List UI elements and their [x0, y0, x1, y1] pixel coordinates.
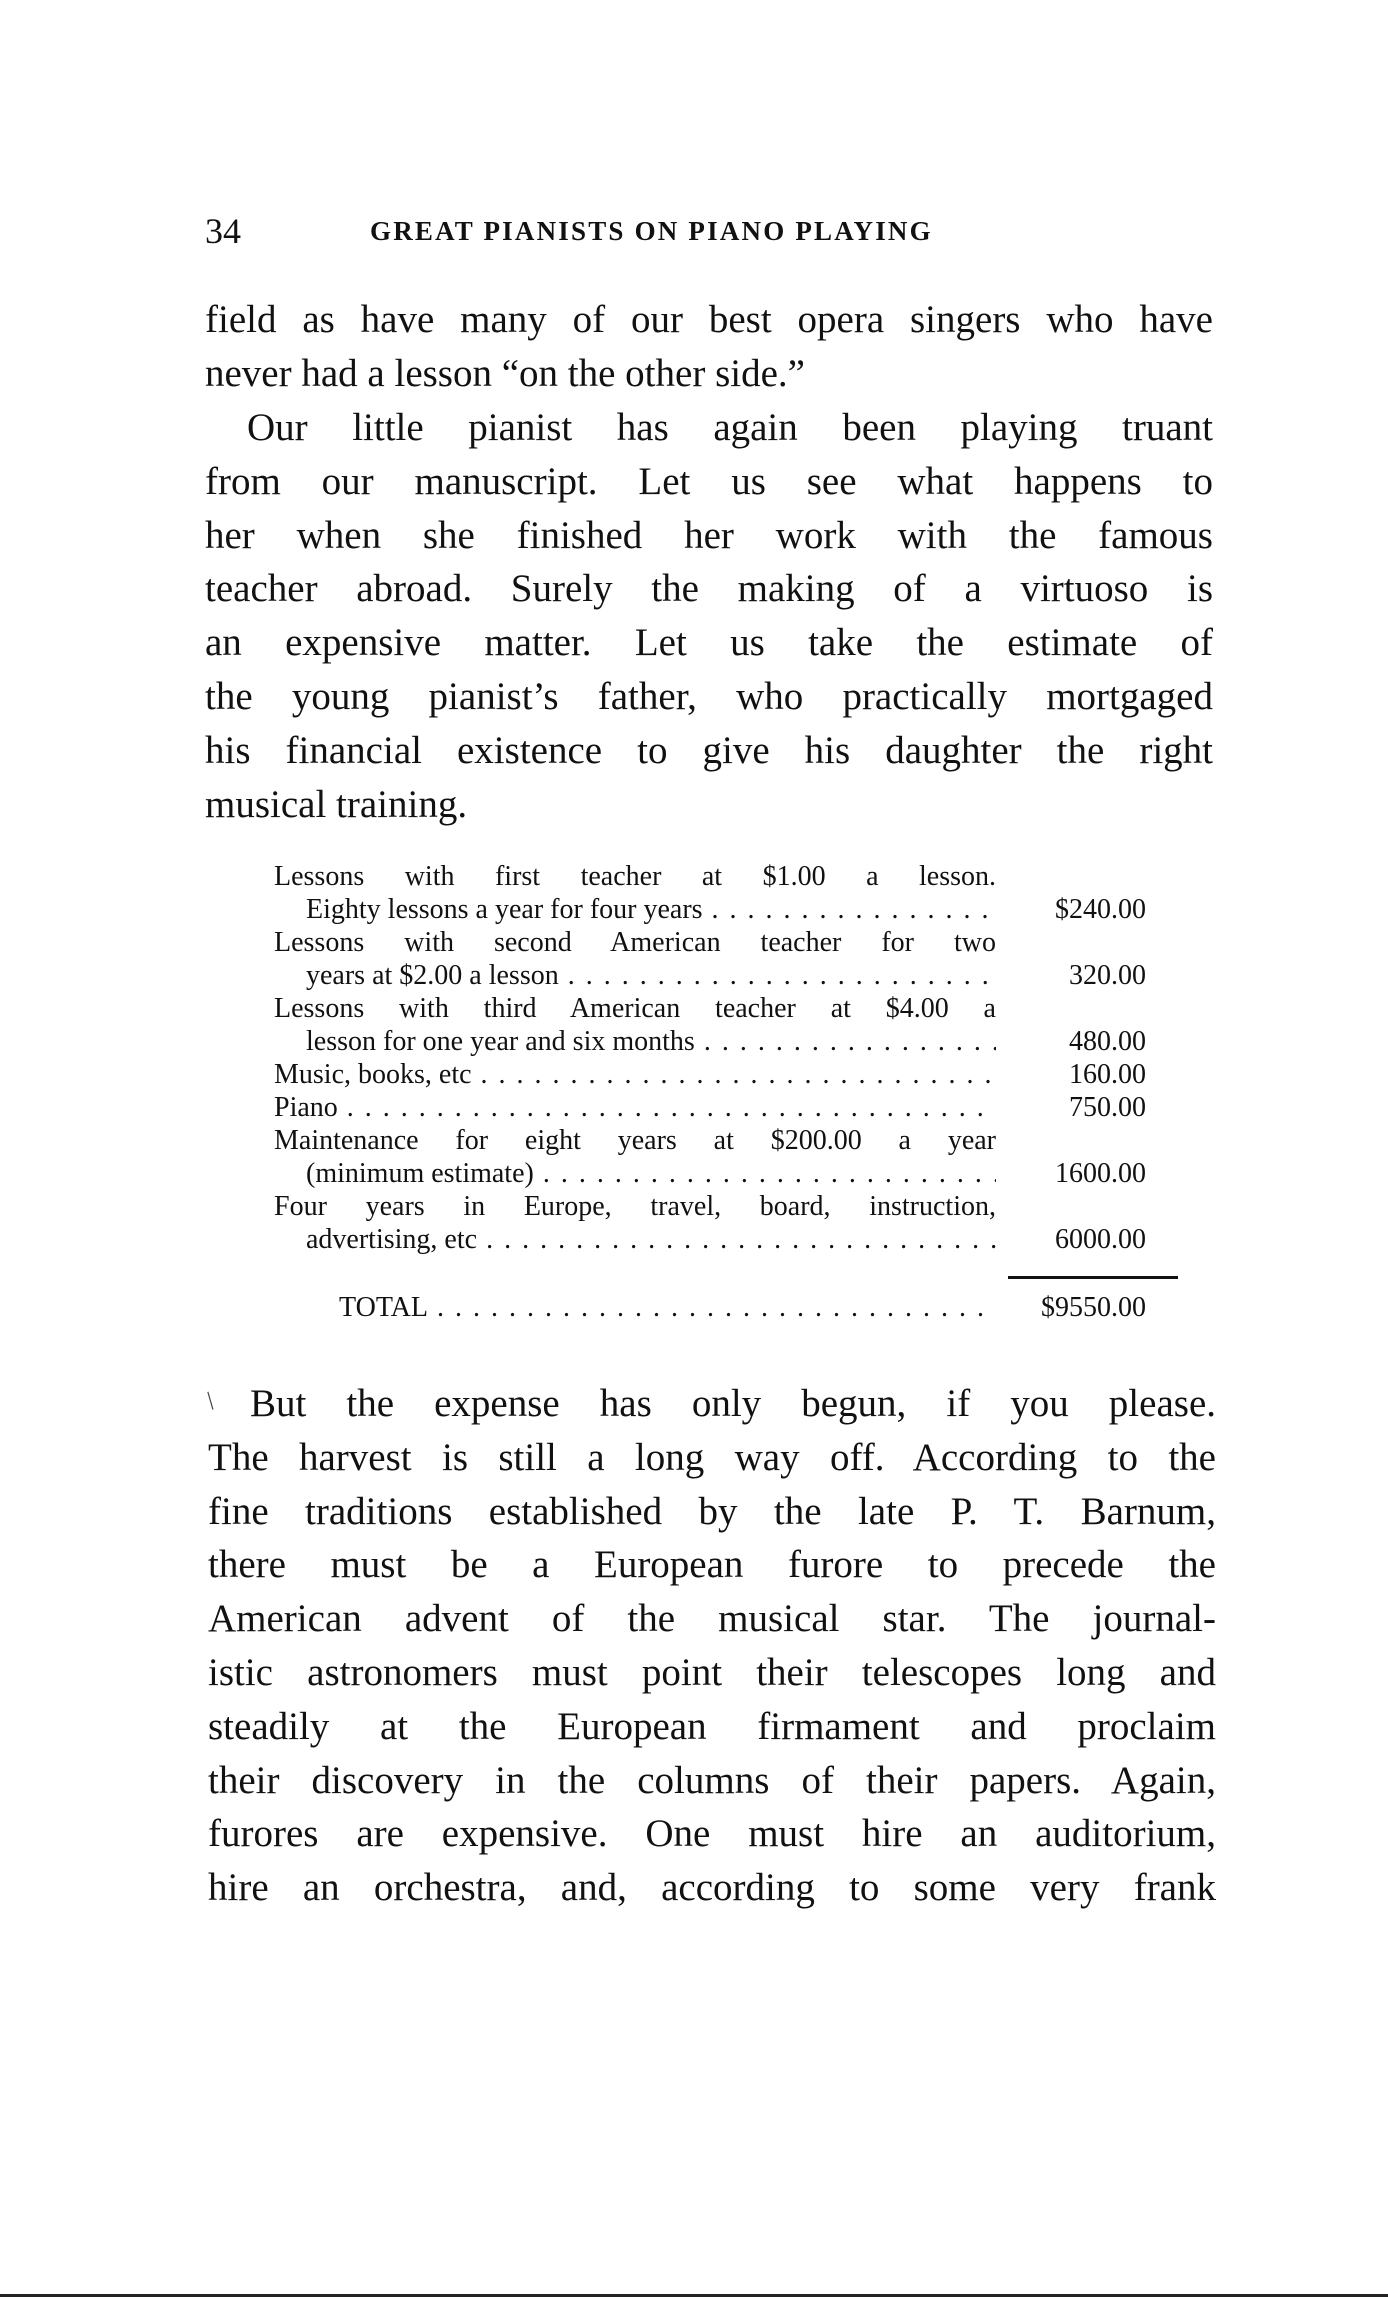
expense-description: advertising, etc . . . [306, 1223, 996, 1256]
expense-description: Eighty lessons a year for four years . . . [306, 893, 996, 926]
expense-amount: 6000.00 [1055, 1224, 1146, 1255]
expense-description: lesson for one year and six months . . . [306, 1025, 996, 1058]
text-line: istic astronomers must point their telescopes long and [208, 1650, 1216, 1694]
text-line: his financial existence to give his daughter the right [205, 728, 1213, 772]
expense-amount: 320.00 [1069, 960, 1146, 991]
expense-description: years at $2.00 a lesson . . . [306, 959, 996, 992]
text-line: hire an orchestra, and, according to some very frank [208, 1866, 1216, 1910]
total-label: TOTAL . . . [339, 1288, 995, 1328]
pencil-mark: / [199, 1386, 222, 1415]
total-row [274, 1288, 1178, 1328]
text-line: Our little pianist has again been playing truant [247, 406, 1213, 449]
expense-amount: 1600.00 [1055, 1158, 1146, 1189]
expense-description: Maintenance for eight years at $200.00 a year [274, 1125, 996, 1156]
page-edge-rule [0, 2294, 1388, 2297]
paragraph-1 [205, 293, 1213, 401]
text-line: never had a lesson “on the other side.” [205, 351, 805, 395]
text-line: musical training. [205, 782, 468, 826]
expense-description: (minimum estimate) . . . [306, 1157, 996, 1190]
text-line: But the expense has only begun, if you please. [250, 1382, 1216, 1425]
expense-table [274, 860, 1178, 1323]
text-line: there must be a European furore to precede the [208, 1543, 1216, 1587]
expense-amount: 750.00 [1069, 1092, 1146, 1123]
expense-description: Lessons with second American teacher for two [274, 927, 996, 958]
text-line: the young pianist’s father, who practically mortgaged [205, 674, 1213, 718]
text-line: an expensive matter. Let us take the estimate of [205, 621, 1213, 665]
running-title: GREAT PIANISTS ON PIANO PLAYING [370, 216, 933, 246]
expense-description: Lessons with third American teacher at $4.00 a [274, 993, 996, 1024]
text-line: field as have many of our best opera singers who have [205, 298, 1213, 341]
expense-amount: 160.00 [1069, 1059, 1146, 1090]
page-header [205, 210, 1212, 254]
expense-amount: $240.00 [1055, 894, 1146, 925]
paragraph-3 [208, 1377, 1216, 1915]
expense-description: Four years in Europe, travel, board, instruction, [274, 1191, 996, 1222]
text-line: American advent of the musical star. The journal- [208, 1597, 1216, 1641]
paragraph-2 [205, 401, 1213, 831]
total-amount: $9550.00 [1041, 1292, 1146, 1323]
text-line: steadily at the European firmament and proclaim [208, 1704, 1216, 1748]
text-line: furores are expensive. One must hire an auditorium, [208, 1812, 1216, 1856]
text-line: fine traditions established by the late P. T. Barnum, [208, 1489, 1216, 1533]
sum-rule [1008, 1276, 1178, 1279]
text-line: from our manuscript. Let us see what happens to [205, 459, 1213, 503]
page-number: 34 [205, 211, 241, 251]
expense-amount: 480.00 [1069, 1026, 1146, 1057]
expense-description: Music, books, etc . . . [274, 1058, 996, 1091]
text-line: her when she finished her work with the famous [205, 513, 1213, 557]
text-line: teacher abroad. Surely the making of a virtuoso is [205, 567, 1213, 611]
expense-description: Lessons with first teacher at $1.00 a lesson. [274, 861, 996, 892]
expense-description: Piano . . . [274, 1091, 996, 1124]
text-line: their discovery in the columns of their papers. Again, [208, 1758, 1216, 1802]
text-line: The harvest is still a long way off. According to the [208, 1435, 1216, 1479]
